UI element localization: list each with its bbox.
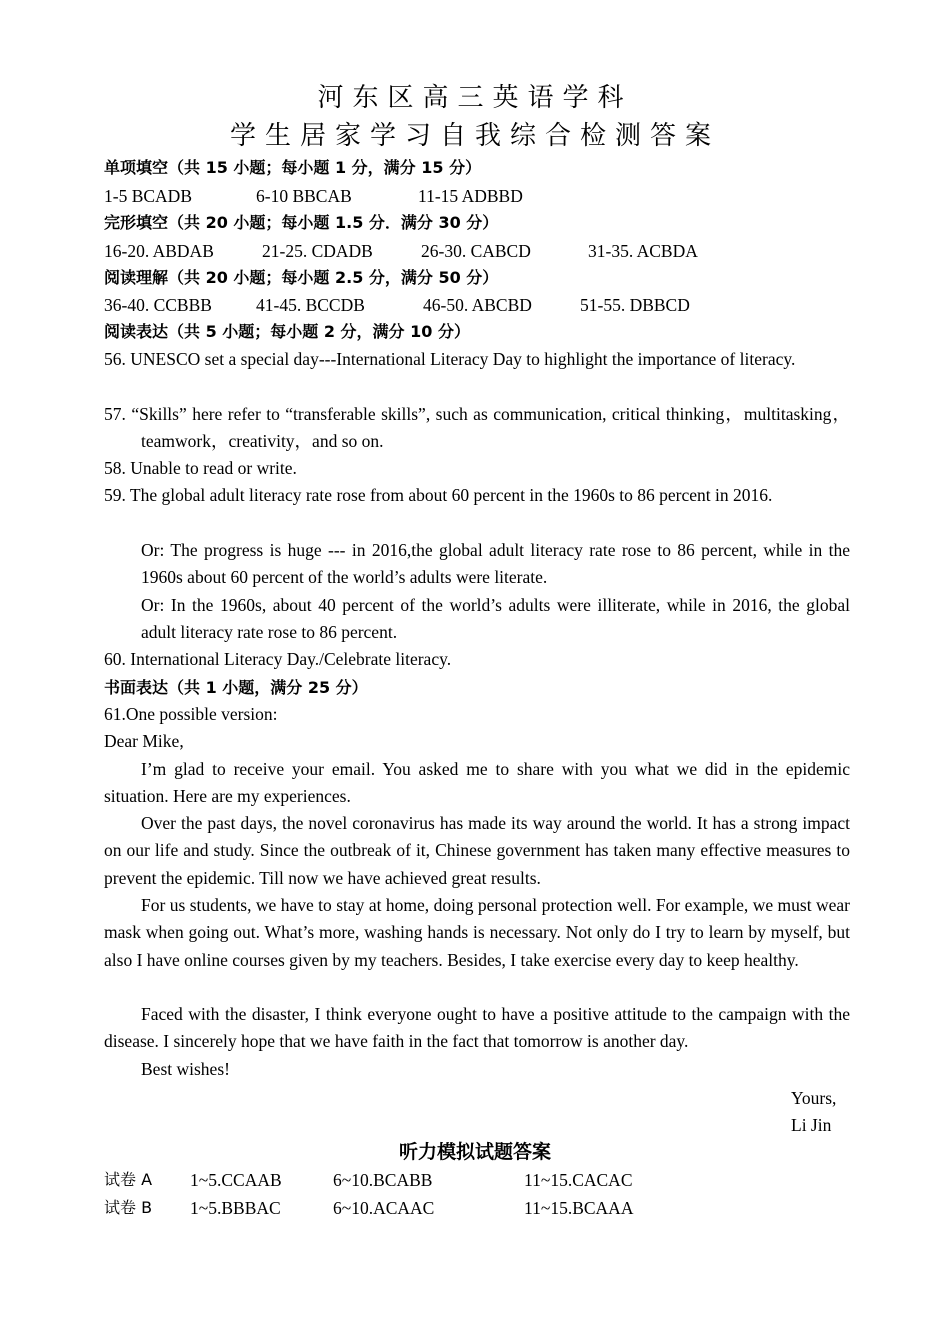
- page-title-line2: 学生居家学习自我综合检测答案: [229, 121, 720, 151]
- letter-paragraph-4: Faced with the disaster, I think everyone ought to have a positive attitude to the campaign with the disease. I sincerely hope that we have faith in the fact that tomorrow is another day.: [104, 1004, 850, 1052]
- answer-59-alternative-1: Or: The progress is huge --- in 2016,the global adult literacy rate rose to 86 percent, while in the 1960s about 60 percent of the world’s adults were literate.: [141, 540, 850, 588]
- letter-paragraph-3: For us students, we have to stay at home, doing personal protection well. For example, we must wear mask when going out. What’s more, washing hands is necessary. Not only do I try to learn by myself, but also I have online courses given by my teachers. Besides, I take exercise every day to keep healthy.: [104, 895, 850, 970]
- answer-group: 11-15 ADBBD: [418, 186, 523, 206]
- letter-greeting: Dear Mike,: [104, 731, 184, 751]
- answer-group: 41-45. BCCDB: [256, 295, 365, 315]
- answer-group: 1~5.BBBAC: [190, 1198, 281, 1218]
- answer-group: 6-10 BBCAB: [256, 186, 352, 206]
- answer-group: 21-25. CDADB: [262, 241, 373, 261]
- answer-56: 56. UNESCO set a special day---International Literacy Day to highlight the importance of literacy.: [104, 349, 796, 369]
- writing-intro: 61.One possible version:: [104, 704, 278, 724]
- answer-group: 36-40. CCBBB: [104, 295, 212, 315]
- answer-group: 26-30. CABCD: [421, 241, 531, 261]
- section-heading-single-choice: 单项填空（共 15 小题；每小题 1 分，满分 15 分）: [104, 158, 482, 177]
- answer-group: 11~15.BCAAA: [524, 1198, 634, 1218]
- letter-signature: Li Jin: [791, 1115, 832, 1135]
- answer-group: 1-5 BCADB: [104, 186, 192, 206]
- paper-b-label: 试卷 B: [104, 1198, 153, 1217]
- paper-a-label: 试卷 A: [104, 1170, 153, 1189]
- answer-group: 51-55. DBBCD: [580, 295, 690, 315]
- letter-paragraph-2: Over the past days, the novel coronavirus has made its way around the world. It has a strong impact on our life and study. Since the outbreak of it, Chinese government has taken many effective measures to prevent the epidemic. Till now we have achieved great results.: [104, 813, 850, 888]
- letter-closing: Best wishes!: [141, 1059, 230, 1079]
- answer-58: 58. Unable to read or write.: [104, 458, 297, 478]
- answer-group: 16-20. ABDAB: [104, 241, 214, 261]
- answer-59: 59. The global adult literacy rate rose from about 60 percent in the 1960s to 86 percent in 2016.: [104, 485, 773, 505]
- section-heading-writing: 书面表达（共 1 小题，满分 25 分）: [104, 678, 368, 697]
- answer-group: 31-35. ACBDA: [588, 241, 698, 261]
- answer-group: 46-50. ABCBD: [423, 295, 532, 315]
- answer-group: 6~10.ACAAC: [333, 1198, 435, 1218]
- page-title-line1: 河东区高三英语学科: [317, 83, 633, 113]
- listening-section-title: 听力模拟试题答案: [398, 1141, 551, 1163]
- letter-signoff: Yours,: [791, 1088, 837, 1108]
- answer-57: 57. “Skills” here refer to “transferable skills”, such as communication, critical thinking，multitasking，teamwork，creativity，and so on.: [104, 404, 850, 452]
- answer-group: 11~15.CACAC: [524, 1170, 633, 1190]
- answer-60: 60. International Literacy Day./Celebrate literacy.: [104, 649, 452, 669]
- section-heading-cloze: 完形填空（共 20 小题；每小题 1.5 分．满分 30 分）: [104, 213, 499, 232]
- section-heading-reading-expression: 阅读表达（共 5 小题；每小题 2 分，满分 10 分）: [104, 322, 470, 341]
- answer-group: 1~5.CCAAB: [190, 1170, 282, 1190]
- letter-paragraph-1: I’m glad to receive your email. You asked me to share with you what we did in the epidemic situation. Here are my experiences.: [104, 759, 850, 807]
- answer-group: 6~10.BCABB: [333, 1170, 433, 1190]
- answer-59-alternative-2: Or: In the 1960s, about 40 percent of the world’s adults were illiterate, while in 2016, the global adult literacy rate rose to 86 percent.: [141, 595, 850, 643]
- section-heading-reading: 阅读理解（共 20 小题；每小题 2.5 分，满分 50 分）: [104, 268, 499, 287]
